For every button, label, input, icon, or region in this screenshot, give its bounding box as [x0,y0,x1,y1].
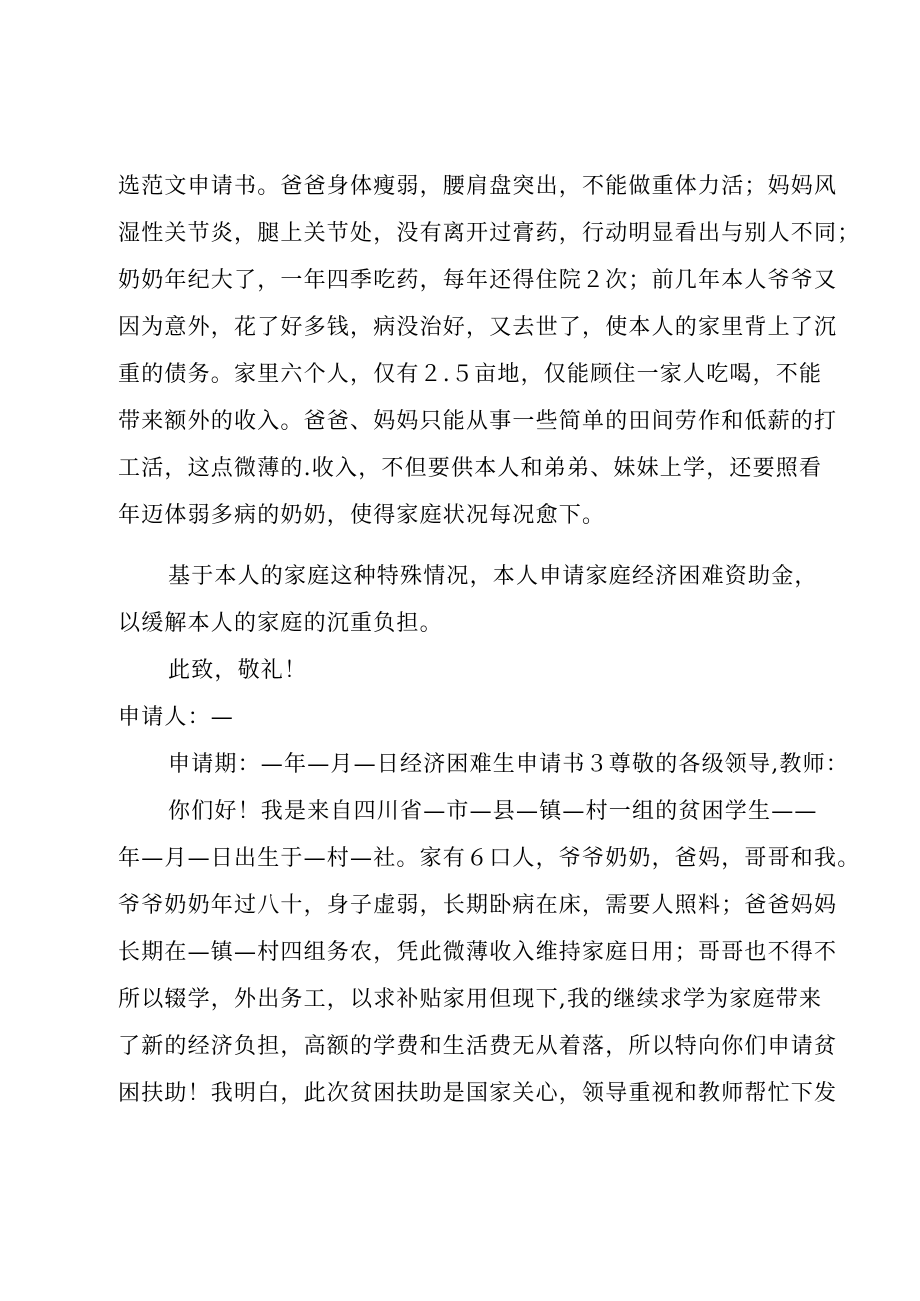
text-line: 重的债务。家里六个人，仅有２.５亩地，仅能顾住一家人吃喝，不能 [118,362,823,387]
text-line: 年迈体弱多病的奶奶，使得家庭状况每况愈下。 [118,503,606,528]
text-line: 长期在—镇—村四组务农，凭此微薄收入维持家庭日用；哥哥也不得不 [118,940,838,965]
text-line: 选范文申请书。爸爸身体瘦弱，腰肩盘突出，不能做重体力活；妈妈风 [118,174,838,199]
text-line: 奶奶年纪大了，一年四季吃药，每年还得住院２次；前几年本人爷爷又 [118,268,838,293]
text-line: 带来额外的收入。爸爸、妈妈只能从事一些简单的田间劳作和低薪的打 [118,409,838,434]
text-line: 所以辍学，外出务工，以求补贴家用但现下,我的继续求学为家庭带来 [118,987,823,1012]
text-line: 你们好！我是来自四川省—市—县—镇—村一组的贫困学生—— [168,799,818,824]
text-line: 基于本人的家庭这种特殊情况，本人申请家庭经济困难资助金， [168,564,818,589]
text-line: 以缓解本人的家庭的沉重负担。 [118,611,443,636]
text-line: 工活，这点微薄的.收入，不但要供本人和弟弟、妹妹上学，还要照看 [118,456,823,481]
closing-salutation: 此致，敬礼！ [168,658,308,683]
text-line: 湿性关节炎，腿上关节处，没有离开过膏药，行动明显看出与别人不同； [118,221,861,246]
text-line: 年—月—日出生于—村—社。家有６口人，爷爷奶奶，爸妈，哥哥和我。 [118,846,861,871]
text-line: 困扶助！我明白，此次贫困扶助是国家关心，领导重视和教师帮忙下发 [118,1081,838,1106]
text-line: 申请期：—年—月—日经济困难生申请书３尊敬的各级领导,教师： [168,752,849,777]
text-line: 因为意外，花了好多钱，病没治好，又去世了，使本人的家里背上了沉 [118,315,838,340]
text-line: 了新的经济负担，高额的学费和生活费无从着落，所以特向你们申请贫 [118,1034,838,1059]
text-line: 爷爷奶奶年过八十，身子虚弱，长期卧病在床，需要人照料；爸爸妈妈 [118,893,838,918]
applicant-line: 申请人：— [118,705,235,730]
